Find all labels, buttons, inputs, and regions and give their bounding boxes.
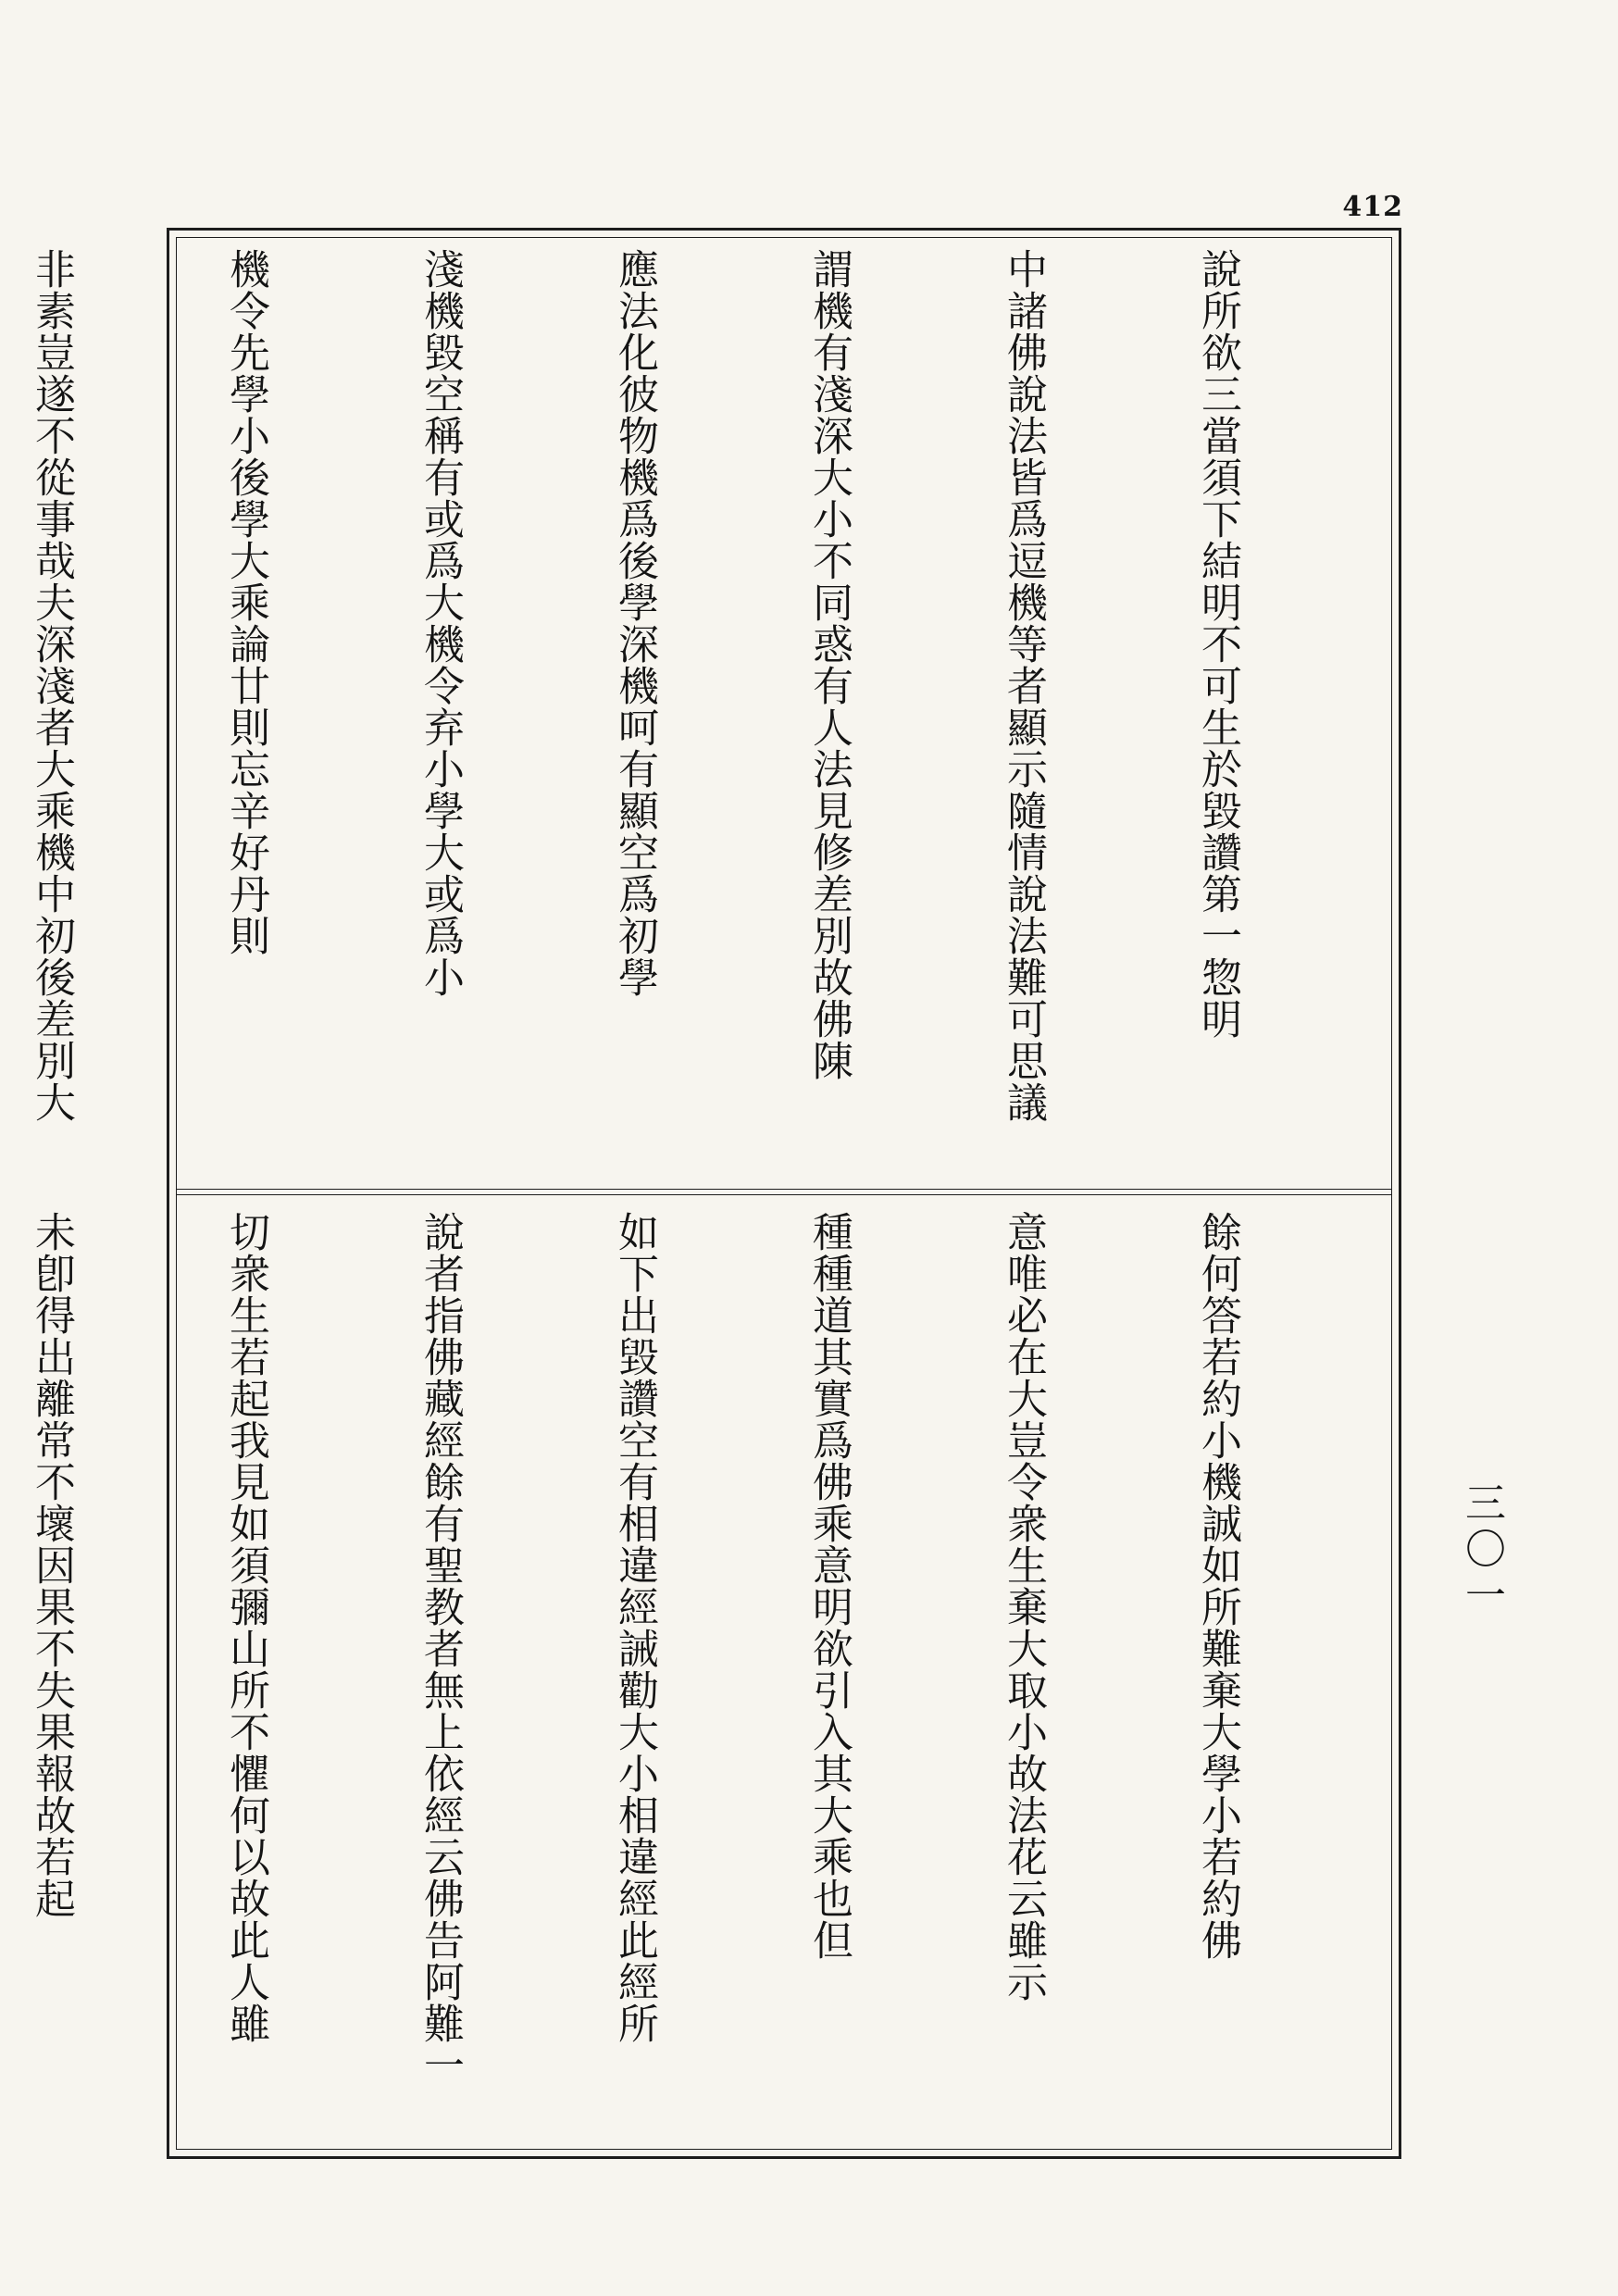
section-divider bbox=[176, 1189, 1392, 1190]
section-divider-secondary bbox=[176, 1194, 1392, 1195]
page-number: 412 bbox=[1342, 191, 1403, 223]
text-column: 種種道其實爲佛乘意明欲引入其大乘也但 bbox=[805, 1211, 853, 1961]
text-column: 機令先學小後學大乘論廿則忘辛好丹則 bbox=[222, 248, 269, 956]
text-column: 未卽得出離常不壞因果不失果報故若起 bbox=[28, 1211, 75, 1919]
text-column: 應法化彼物機爲後學深機呵有顯空爲初學 bbox=[611, 248, 658, 998]
text-column: 淺機毀空稱有或爲大機令弃小學大或爲小 bbox=[417, 248, 464, 998]
margin-page-label: 三〇一 bbox=[1458, 1481, 1505, 1620]
text-column: 非素豈遂不從事哉夫深淺者大乘機中初後差別大 bbox=[28, 248, 75, 1123]
upper-text-block bbox=[28, 248, 1379, 1174]
lower-text-block bbox=[28, 1211, 1379, 2137]
text-column: 說所欲三當須下結明不可生於毀讚第一惣明 bbox=[1194, 248, 1241, 1040]
text-column: 中諸佛說法皆爲逗機等者顯示隨情說法難可思議 bbox=[1000, 248, 1047, 1123]
text-column: 說者指佛藏經餘有聖教者無上依經云佛告阿難一 bbox=[417, 1211, 464, 2086]
text-column: 切衆生若起我見如須彌山所不懼何以故此人雖 bbox=[222, 1211, 269, 2044]
text-column: 如下出毀讚空有相違經誡勸大小相違經此經所 bbox=[611, 1211, 658, 2044]
text-column: 意唯必在大豈令衆生棄大取小故法花云雖示 bbox=[1000, 1211, 1047, 2003]
text-column: 謂機有淺深大小不同惑有人法見修差別故佛陳 bbox=[805, 248, 853, 1081]
text-column: 餘何答若約小機誠如所難棄大學小若約佛 bbox=[1194, 1211, 1241, 1961]
